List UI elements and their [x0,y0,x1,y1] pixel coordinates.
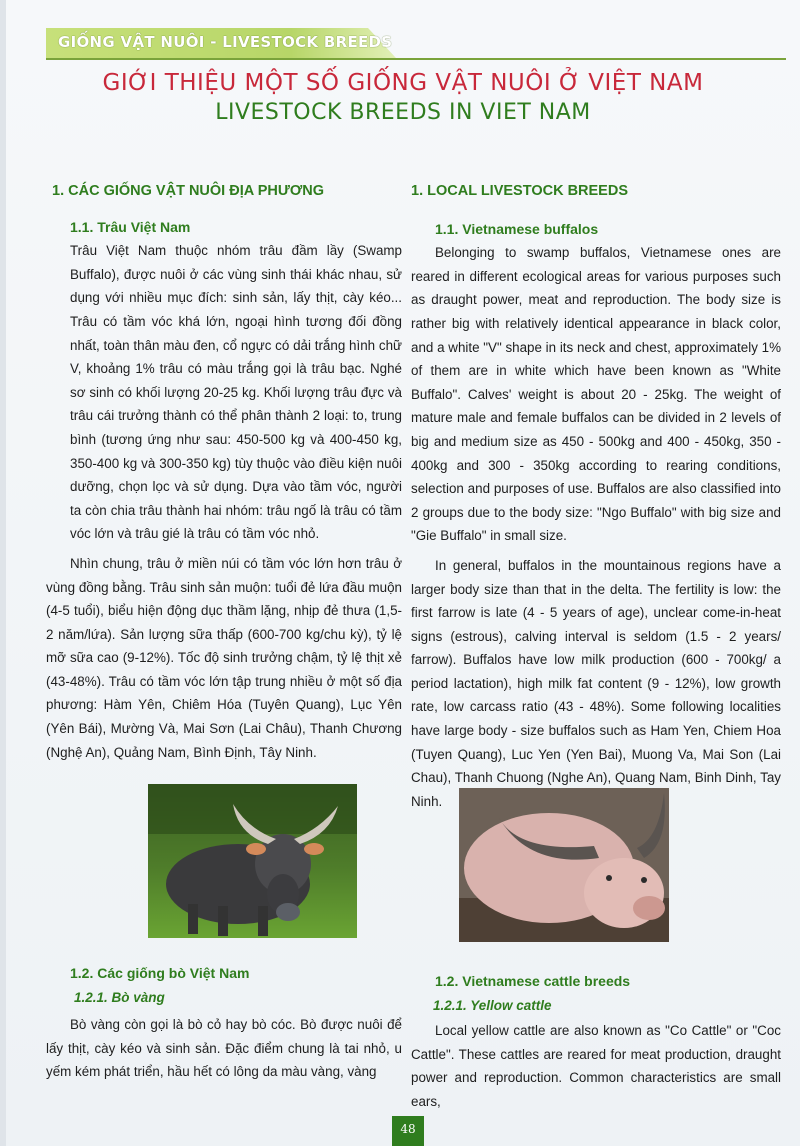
page [6,0,800,1146]
white-buffalo-photo [459,788,669,942]
paragraph-en-3: Local yellow cattle are also known as "Co Cattle" or "Coc Cattle". These cattles are reared for meat production, draught power and reproduction. Common characteristics are small ears, [411,1023,781,1109]
section-header-label: GIỐNG VẬT NUÔI - LIVESTOCK BREEDS [58,33,393,51]
black-buffalo-photo [148,784,357,938]
section-heading-vi: 1. CÁC GIỐNG VẬT NUÔI ĐỊA PHƯƠNG [52,183,324,199]
subsection-heading-vi: 1.1. Trâu Việt Nam [70,218,191,235]
column-english [411,180,781,813]
section-heading-en: 1. LOCAL LIVESTOCK BREEDS [411,183,628,199]
paragraph-vi-2: Nhìn chung, trâu ở miền núi có tầm vóc lớn hơn trâu ở vùng đồng bằng. Trâu sinh sản muộn: tuổi đẻ lứa đầu muộn (4-5 tuổi), biểu hiện động dục thầm lặng, nhịp đẻ thưa (1,5-2 năm/lứa). Sản lượng sữa thấp (600-700 kg/chu kỳ), tỷ lệ mỡ sữa cao (9-12%). Tốc độ sinh trưởng chậm, tỷ lệ thịt xẻ (43-48%). Trâu có tầm vóc lớn tập trung nhiều ở một số địa phương: Hàm Yên, Chiêm Hóa (Tuyên Quang), Lục Yên (Yên Bái), Mường Và, Mai Sơn (Lai Châu), Thanh Chương (Nghệ An), Quảng Nam, Bình Định, Tây Ninh. [46,555,402,760]
subsection-heading-en-cattle: 1.2. Vietnamese cattle breeds [435,973,631,989]
page-title-en: LIVESTOCK BREEDS IN VIET NAM [215,100,591,125]
paragraph-en-1: Belonging to swamp buffalos, Vietnamese ones are reared in different ecological areas for various purposes such as draught power, meat and reproduction. The body size is rather big with relatively identical appearance in black color, and a white "V" shape in its neck and chest, approximately 1% of them are in white which have been known as "White Buffalo". Calves' weight is about 20 - 25kg. The weight of mature male and female buffalos can be divided in 2 levels of big and medium size as 450 - 500kg and 400 - 450kg, 350 - 400kg and 300 - 350kg according to rearing conditions, selection and purposes of use. Buffalos are also classified into 2 groups due to the body size: "Ngo Buffalo" with big size and "Gie Buffalo" in small size. [411,245,781,544]
paragraph-en-2: In general, buffalos in the mountainous regions have a larger body size than that in the delta. The fertility is low: the first farrow is late (4 - 5 years of age), unclear come-in-heat signs (estrous), calving interval is seldom (1.5 - 2 years/ farrow). Buffalos have low milk production (600 - 700kg/ a period lactation), high milk fat content (9 - 12%), low growth rate, low carcass ratio (43 - 48%). Some following localities have large body - size buffalos such as Ham Yen, Chiem Hoa (Tuyen Quang), Luc Yen (Yen Bai), Muong Va, Mai Son (Lai Chau), Thanh Chuong (Nghe An), Quang Nam, Binh Dinh, Tay Ninh. [411,557,781,809]
page-number: 48 [392,1116,424,1146]
page-title-vi: GIỚI THIỆU MỘT SỐ GIỐNG VẬT NUÔI Ở VIỆT NAM [102,70,704,96]
paragraph-vi-3: Bò vàng còn gọi là bò cỏ hay bò cóc. Bò được nuôi để lấy thịt, cày kéo và sinh sản. Đặc điểm chung là tai nhỏ, u yếm kém phát triển, hầu hết có lông da màu vàng, vàng [46,1017,402,1080]
cattle-section-en [411,970,781,1114]
paragraph-vi-1: Trâu Việt Nam thuộc nhóm trâu đầm lầy (Swamp Buffalo), được nuôi ở các vùng sinh thái khác nhau, sử dụng với nhiều mục đích: sinh sản, lấy thịt, cày kéo... Trâu có tầm vóc khá lớn, ngoại hình tương đối đồng nhất, toàn thân màu đen, cổ ngực có dải trắng hình chữ V, khoảng 1% trâu có màu trắng gọi là trâu bạc. Nghé sơ sinh có khối lượng 20-25 kg. Khối lượng trâu đực và trâu cái trưởng thành có thể phân thành 2 loại: to, trung bình (tương ứng như sau: 450-500 kg và 400-450 kg, 350-400 kg và 300-350 kg) tùy thuộc vào điều kiện nuôi dưỡng, chọn lọc và sử dụng. Dựa vào tầm vóc, người ta còn chia trâu thành hai nhóm: trâu ngố là trâu có tầm vóc lớn và trâu gié là trâu có tầm vóc nhỏ. [70,243,402,542]
subsection-heading-en: 1.1. Vietnamese buffalos [435,220,599,237]
subsubsection-heading-en-yellow: 1.2.1. Yellow cattle [433,997,552,1013]
cattle-section-vi [46,962,402,1084]
subsubsection-heading-vi-yellow: 1.2.1. Bò vàng [74,989,165,1005]
column-vietnamese [46,180,402,764]
subsection-heading-vi-cattle: 1.2. Các giống bò Việt Nam [70,965,250,981]
header-rule [46,58,786,60]
